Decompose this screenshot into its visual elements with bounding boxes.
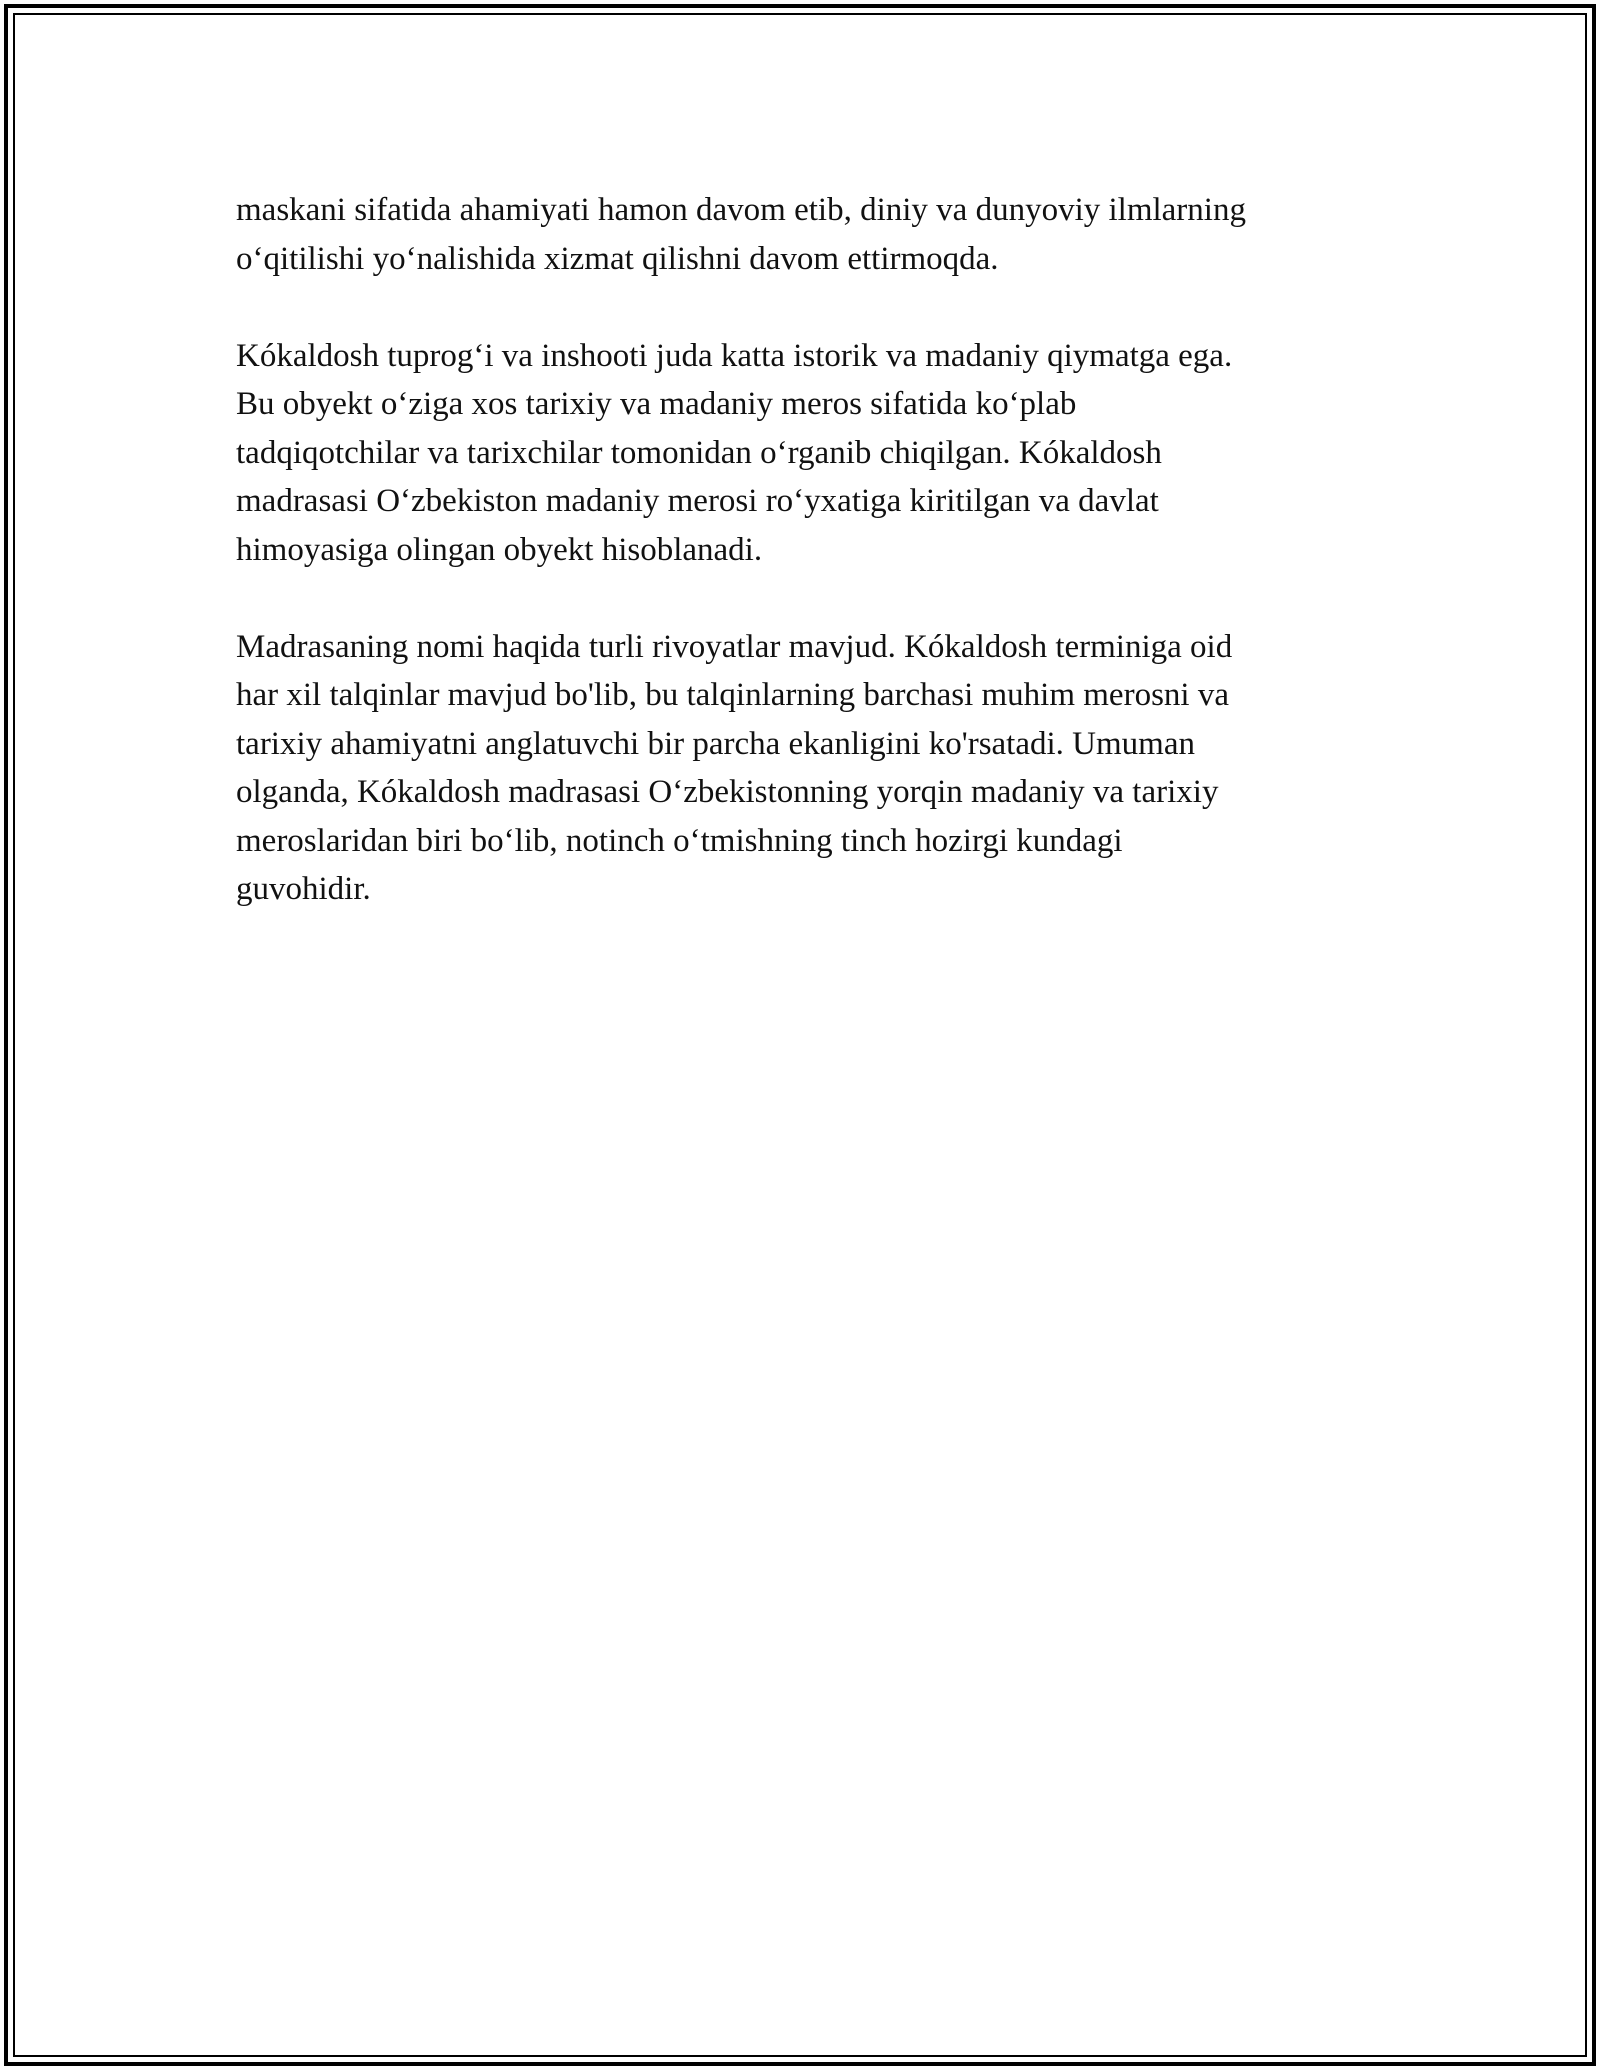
text-line: tarixiy ahamiyatni anglatuvchi bir parcha ekanligini ko'rsatadi. Umuman xyxy=(236,725,1195,762)
paragraph-3 xyxy=(236,623,1366,914)
text-line: har xil talqinlar mavjud bo'lib, bu talqinlarning barchasi muhim merosni va xyxy=(236,677,1229,713)
text-line: Madrasaning nomi haqida turli rivoyatlar mavjud. Kókaldosh terminiga oid xyxy=(236,628,1233,665)
text-line: o‘qitilishi yo‘nalishida xizmat qilishni davom ettirmoqda. xyxy=(236,240,999,277)
paragraph-1 xyxy=(236,186,1366,283)
text-line: Bu obyekt o‘ziga xos tarixiy va madaniy meros sifatida ko‘plab xyxy=(236,386,1077,422)
document-body xyxy=(236,186,1366,962)
text-line: meroslaridan biri bo‘lib, notinch o‘tmishning tinch hozirgi kundagi xyxy=(236,822,1123,859)
paragraph-2 xyxy=(236,332,1366,575)
text-line: guvohidir. xyxy=(236,871,371,907)
text-line: himoyasiga olingan obyekt hisoblanadi. xyxy=(236,531,763,568)
text-line: olganda, Kókaldosh madrasasi O‘zbekistonning yorqin madaniy va tarixiy xyxy=(236,774,1219,810)
text-line: madrasasi O‘zbekiston madaniy merosi ro‘yxatiga kiritilgan va davlat xyxy=(236,483,1159,519)
text-line: Kókaldosh tuprog‘i va inshooti juda katta istorik va madaniy qiymatga ega. xyxy=(236,337,1233,374)
text-line: tadqiqotchilar va tarixchilar tomonidan o‘rganib chiqilgan. Kókaldosh xyxy=(236,434,1162,471)
text-line: maskani sifatida ahamiyati hamon davom etib, diniy va dunyoviy ilmlarning xyxy=(236,192,1246,228)
